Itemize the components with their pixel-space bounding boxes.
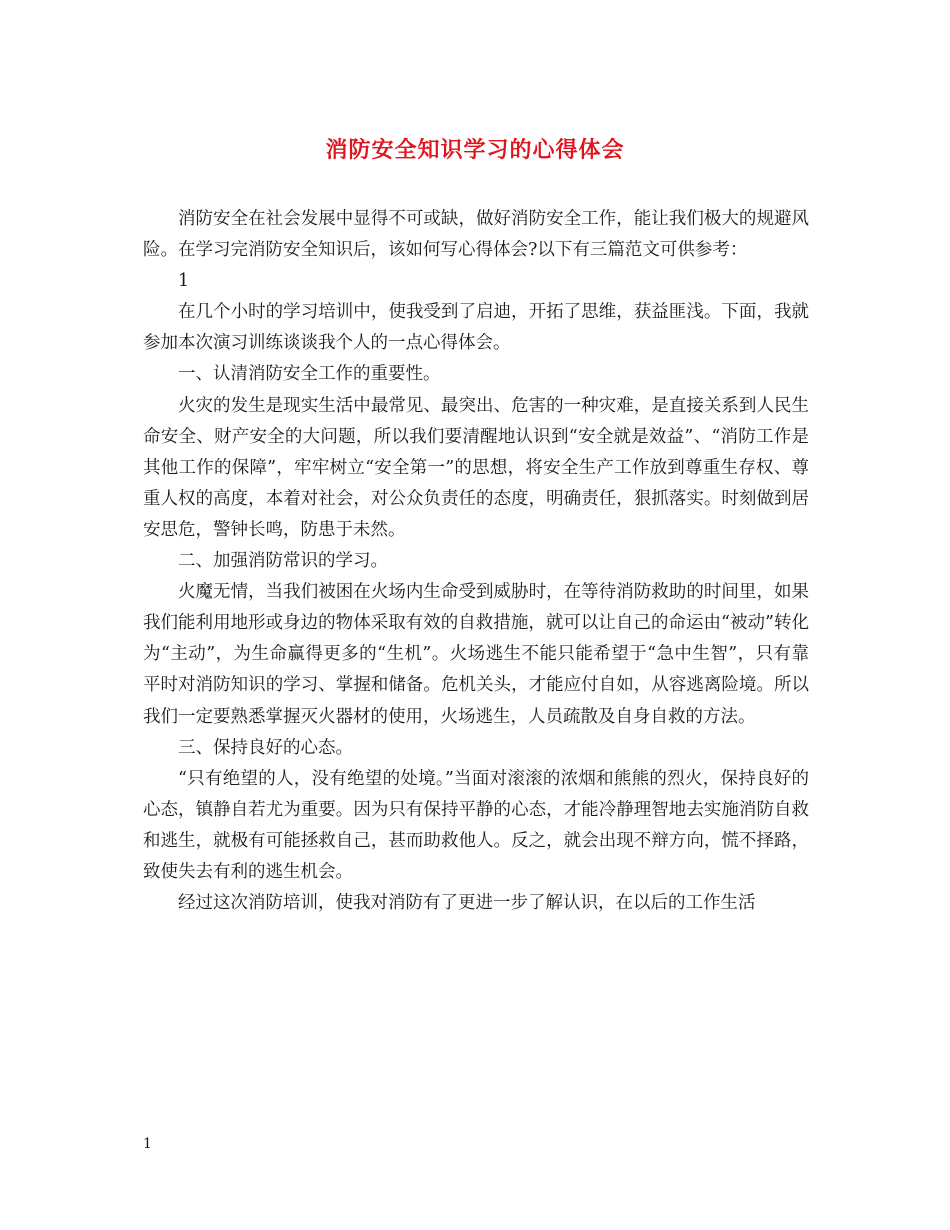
paragraph-point-one: 火灾的发生是现实生活中最常见、最突出、危害的一种灾难，是直接关系到人民生命安全、财产安全的大问题，所以我们要清醒地认识到“安全就是效益”、“消防工作是其他工作的保障”，牢牢树立“安全第一”的思想，将安全生产工作放到尊重生存权、尊重人权的高度，本着对社会，对公众负责任的态度，明确责任，狠抓落实。时刻做到居安思危，警钟长鸣，防患于未然。 bbox=[143, 395, 809, 540]
document-title: 消防安全知识学习的心得体会 bbox=[325, 137, 625, 163]
page-number: 1 bbox=[143, 1136, 152, 1152]
paragraph-section-number: 1 bbox=[178, 271, 190, 292]
paragraph-intro: 消防安全在社会发展中显得不可或缺，做好消防安全工作，能让我们极大的规避风险。在学习完消防安全知识后，该如何写心得体会?以下有三篇范文可供参考： bbox=[143, 209, 809, 261]
document-body bbox=[143, 204, 809, 919]
heading-point-three: 三、保持良好的心态。 bbox=[178, 737, 353, 758]
heading-point-one: 一、认清消防安全工作的重要性。 bbox=[178, 364, 441, 385]
paragraph-point-three: “只有绝望的人，没有绝望的处境。”当面对滚滚的浓烟和熊熊的烈火，保持良好的心态，镇静自若尤为重要。因为只有保持平静的心态，才能冷静理智地去实施消防自救和逃生，就极有可能拯救自己，甚而助救他人。反之，就会出现不辩方向，慌不择路，致使失去有利的逃生机会。 bbox=[143, 768, 809, 882]
paragraph-point-two: 火魔无情，当我们被困在火场内生命受到威胁时，在等待消防救助的时间里，如果我们能利用地形或身边的物体采取有效的自救措施，就可以让自己的命运由“被动”转化为“主动”，为生命赢得更多的“生机”。火场逃生不能只能希望于“急中生智”，只有靠平时对消防知识的学习、掌握和储备。危机关头，才能应付自如，从容逃离险境。所以我们一定要熟悉掌握灭火器材的使用，火场逃生，人员疏散及自身自救的方法。 bbox=[143, 582, 809, 727]
paragraph-closing: 经过这次消防培训，使我对消防有了更进一步了解认识，在以后的工作生活 bbox=[178, 893, 756, 914]
paragraph-opening: 在几个小时的学习培训中，使我受到了启迪，开拓了思维，获益匪浅。下面，我就参加本次演习训练谈谈我个人的一点心得体会。 bbox=[143, 302, 809, 354]
heading-point-two: 二、加强消防常识的学习。 bbox=[178, 551, 388, 572]
